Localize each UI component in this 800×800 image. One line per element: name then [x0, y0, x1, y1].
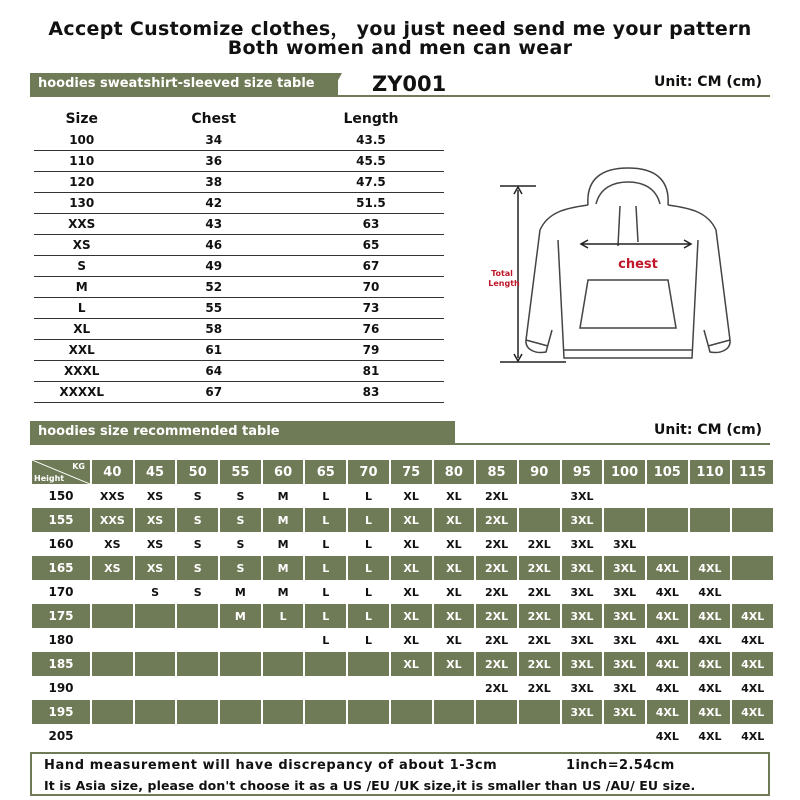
inch-conversion-note: 1inch=2.54cm — [566, 758, 675, 773]
size-cell — [434, 724, 475, 748]
size-cell: 4XL — [698, 633, 722, 647]
size-cell — [92, 580, 133, 604]
size-cell: S — [151, 585, 159, 599]
size-cell: M — [263, 508, 304, 532]
size-cell: L — [322, 489, 330, 503]
table-cell: 79 — [298, 340, 444, 361]
table-row — [32, 676, 773, 700]
corner-height-label: Height — [34, 474, 65, 483]
column-header: Length — [343, 111, 399, 127]
size-cell: 2XL — [476, 652, 517, 676]
table-cell: 43 — [129, 214, 297, 235]
height-label: 190 — [48, 681, 74, 695]
size-cell: L — [322, 585, 330, 599]
table-cell: 58 — [129, 319, 297, 340]
size-cell — [177, 652, 218, 676]
size-cell: XL — [403, 585, 419, 599]
size-cell: S — [220, 556, 261, 580]
size-cell: L — [305, 556, 346, 580]
table-cell: L — [34, 298, 129, 319]
weight-header: 70 — [348, 460, 389, 484]
weight-header: 115 — [732, 460, 773, 484]
table-row — [32, 700, 773, 724]
size-cell: XL — [446, 585, 462, 599]
hoodie-outline — [500, 168, 730, 362]
size-cell: 3XL — [604, 652, 645, 676]
size-cell: XL — [391, 556, 432, 580]
table-row — [34, 319, 444, 340]
size-cell: XS — [146, 537, 164, 551]
table-row — [34, 340, 444, 361]
size-cell: 4XL — [690, 604, 731, 628]
measurement-note: Hand measurement will have discrepancy of about 1-3cm — [44, 758, 498, 773]
size-cell: 4XL — [732, 700, 773, 724]
weight-header: 65 — [305, 460, 346, 484]
size-cell: 2XL — [476, 508, 517, 532]
table-row — [32, 508, 773, 532]
table-row — [34, 382, 444, 403]
size-cell — [92, 676, 133, 700]
size-cell — [604, 724, 645, 748]
size-cell — [519, 484, 560, 508]
size-cell: XL — [434, 508, 475, 532]
size-cell — [263, 700, 304, 724]
size-cell — [263, 652, 304, 676]
size-cell: 4XL — [732, 604, 773, 628]
table-row — [34, 193, 444, 214]
table-cell: 67 — [129, 382, 297, 403]
headline-unisex: Both women and men can wear — [227, 37, 573, 59]
size-cell: M — [234, 585, 246, 599]
grid-corner — [32, 460, 90, 484]
table-cell: XXS — [34, 214, 129, 235]
size-cell: 3XL — [613, 681, 637, 695]
size-cell — [177, 724, 218, 748]
total-length-label-1: Total — [491, 269, 513, 278]
size-cell: 4XL — [741, 681, 765, 695]
size-cell — [135, 628, 176, 652]
size-cell: L — [348, 604, 389, 628]
chest-label: chest — [618, 257, 658, 272]
height-label: 195 — [32, 700, 90, 724]
table-row — [32, 532, 773, 556]
table-cell: 49 — [129, 256, 297, 277]
height-label: 150 — [48, 489, 74, 503]
size-cell — [348, 676, 389, 700]
size-cell: XL — [391, 508, 432, 532]
size-cell — [476, 724, 517, 748]
column-header: Chest — [191, 111, 237, 127]
size-cell — [348, 724, 389, 748]
table-row — [32, 604, 773, 628]
size-recommendation-grid — [30, 460, 775, 748]
size-cell: M — [277, 585, 289, 599]
size-cell: 3XL — [604, 556, 645, 580]
table-row — [34, 298, 444, 319]
table-cell: 83 — [298, 382, 444, 403]
height-label: 175 — [32, 604, 90, 628]
size-cell: S — [177, 508, 218, 532]
size-cell: 2XL — [527, 681, 551, 695]
height-label: 170 — [48, 585, 74, 599]
size-cell — [391, 724, 432, 748]
size-cell: 2XL — [519, 652, 560, 676]
size-cell — [135, 700, 176, 724]
weight-header: 105 — [647, 460, 688, 484]
size-cell: 4XL — [647, 700, 688, 724]
size-cell: 2XL — [527, 537, 551, 551]
height-label: 185 — [32, 652, 90, 676]
table-cell: 52 — [129, 277, 297, 298]
size-cell — [135, 724, 176, 748]
size-cell: XS — [135, 508, 176, 532]
headline-customize: Accept Customize clothes， you just need send me your pattern — [48, 18, 752, 40]
size-cell — [519, 724, 560, 748]
size-cell: 2XL — [484, 537, 509, 551]
size-cell — [732, 508, 773, 532]
size-cell: L — [348, 556, 389, 580]
table-cell: 63 — [298, 214, 444, 235]
size-cell — [92, 628, 133, 652]
size-cell: XL — [446, 537, 462, 551]
table-cell: 67 — [298, 256, 444, 277]
size-cell — [263, 676, 304, 700]
size-cell — [732, 532, 773, 556]
size-cell — [732, 580, 773, 604]
weight-header: 110 — [690, 460, 731, 484]
table-cell: 45.5 — [298, 151, 444, 172]
weight-header: 40 — [92, 460, 133, 484]
size-cell: 3XL — [613, 633, 637, 647]
size-cell — [434, 676, 475, 700]
height-label: 165 — [32, 556, 90, 580]
table-row — [34, 172, 444, 193]
size-cell: 2XL — [519, 604, 560, 628]
size-cell: 4XL — [655, 681, 679, 695]
table-cell: 55 — [129, 298, 297, 319]
size-cell — [305, 676, 346, 700]
height-label: 160 — [48, 537, 74, 551]
size-cell: L — [305, 508, 346, 532]
height-label: 155 — [32, 508, 90, 532]
height-label: 180 — [48, 633, 74, 647]
size-cell — [690, 508, 731, 532]
size-cell: XXS — [99, 489, 125, 503]
column-header: Size — [65, 111, 98, 127]
size-cell: XL — [391, 604, 432, 628]
size-cell: XL — [403, 489, 419, 503]
table-cell: XS — [34, 235, 129, 256]
size-table-banner: hoodies sweatshirt-sleeved size table — [30, 73, 338, 95]
table-cell: 120 — [34, 172, 129, 193]
size-cell: 3XL — [570, 537, 594, 551]
table-row — [32, 556, 773, 580]
size-cell: 3XL — [562, 556, 603, 580]
table-row — [32, 628, 773, 652]
size-cell — [177, 676, 218, 700]
size-cell — [519, 700, 560, 724]
size-cell — [220, 700, 261, 724]
size-cell: 2XL — [484, 585, 509, 599]
size-cell: L — [348, 508, 389, 532]
weight-header: 60 — [263, 460, 304, 484]
table-row — [34, 277, 444, 298]
table-cell: 46 — [129, 235, 297, 256]
size-cell — [220, 724, 261, 748]
size-cell: L — [322, 633, 330, 647]
size-cell: L — [322, 537, 330, 551]
banner-notch — [330, 73, 342, 95]
size-cell: XL — [434, 556, 475, 580]
weight-header: 55 — [220, 460, 261, 484]
size-cell — [135, 604, 176, 628]
table-cell: 100 — [34, 130, 129, 151]
size-cell — [135, 676, 176, 700]
size-cell: 2XL — [476, 604, 517, 628]
size-cell — [647, 484, 688, 508]
weight-header: 45 — [135, 460, 176, 484]
table-cell: S — [34, 256, 129, 277]
size-cell: XS — [146, 489, 164, 503]
size-cell: L — [364, 489, 372, 503]
size-cell — [647, 508, 688, 532]
size-cell: XS — [135, 556, 176, 580]
size-cell: L — [364, 585, 372, 599]
size-cell: 3XL — [613, 537, 637, 551]
size-cell: 4XL — [732, 652, 773, 676]
size-cell: 4XL — [647, 652, 688, 676]
size-cell: 3XL — [604, 700, 645, 724]
table-cell: XXXL — [34, 361, 129, 382]
size-cell — [434, 700, 475, 724]
size-cell: 4XL — [690, 652, 731, 676]
table-cell: 36 — [129, 151, 297, 172]
size-cell: S — [236, 537, 245, 551]
unit-label: Unit: CM (cm) — [654, 422, 763, 438]
table-row — [34, 130, 444, 151]
size-cell: S — [177, 556, 218, 580]
size-cell — [220, 676, 261, 700]
size-cell — [177, 700, 218, 724]
size-cell: 3XL — [613, 585, 637, 599]
hoodie-diagram — [478, 160, 768, 385]
size-cell — [519, 508, 560, 532]
size-cell: 4XL — [655, 585, 679, 599]
size-cell — [690, 532, 731, 556]
size-cell — [348, 652, 389, 676]
table-row — [32, 580, 773, 604]
recommended-table-banner: hoodies size recommended table — [30, 421, 455, 443]
table-cell: 130 — [34, 193, 129, 214]
size-cell — [135, 652, 176, 676]
divider-line — [30, 443, 770, 445]
corner-kg-label: KG — [72, 462, 85, 471]
size-cell: 2XL — [519, 556, 560, 580]
size-cell: S — [193, 585, 202, 599]
size-cell: S — [193, 489, 202, 503]
table-cell: 43.5 — [298, 130, 444, 151]
table-cell: 34 — [129, 130, 297, 151]
size-cell: 4XL — [655, 729, 679, 743]
size-cell — [92, 700, 133, 724]
size-cell — [305, 652, 346, 676]
weight-header: 100 — [604, 460, 645, 484]
table-row — [34, 235, 444, 256]
size-cell: L — [364, 633, 372, 647]
table-cell: 64 — [129, 361, 297, 382]
size-cell: 3XL — [604, 604, 645, 628]
size-cell — [220, 652, 261, 676]
size-cell: S — [193, 537, 202, 551]
table-row — [32, 484, 773, 508]
size-cell — [92, 724, 133, 748]
size-cell: 4XL — [655, 633, 679, 647]
size-cell — [732, 556, 773, 580]
size-cell: 3XL — [562, 508, 603, 532]
table-cell: 51.5 — [298, 193, 444, 214]
size-cell: M — [220, 604, 261, 628]
size-cell — [732, 484, 773, 508]
table-cell: 47.5 — [298, 172, 444, 193]
table-row — [34, 256, 444, 277]
size-cell: XL — [403, 633, 419, 647]
height-label: 205 — [48, 729, 74, 743]
table-row — [34, 361, 444, 382]
size-cell: 4XL — [690, 700, 731, 724]
weight-header: 75 — [391, 460, 432, 484]
product-code: ZY001 — [372, 72, 447, 96]
size-cell — [391, 700, 432, 724]
table-cell: 76 — [298, 319, 444, 340]
size-cell — [177, 628, 218, 652]
size-cell: 4XL — [690, 556, 731, 580]
size-cell: 4XL — [741, 633, 765, 647]
table-cell: 65 — [298, 235, 444, 256]
size-cell: M — [263, 556, 304, 580]
table-cell: 110 — [34, 151, 129, 172]
size-cell — [92, 652, 133, 676]
size-cell: 3XL — [562, 652, 603, 676]
total-length-label-2: Length — [488, 279, 520, 288]
size-cell — [647, 532, 688, 556]
weight-header: 50 — [177, 460, 218, 484]
size-cell: 3XL — [562, 604, 603, 628]
table-cell: M — [34, 277, 129, 298]
size-cell — [562, 724, 603, 748]
size-cell: 2XL — [484, 633, 509, 647]
size-cell: 3XL — [570, 681, 594, 695]
size-cell: 3XL — [570, 585, 594, 599]
size-cell: S — [236, 489, 245, 503]
weight-header: 95 — [562, 460, 603, 484]
size-cell: 4XL — [647, 556, 688, 580]
size-cell: XL — [446, 489, 462, 503]
size-cell: L — [263, 604, 304, 628]
size-cell: 4XL — [741, 729, 765, 743]
size-cell: 2XL — [484, 681, 509, 695]
table-cell: 73 — [298, 298, 444, 319]
size-cell — [177, 604, 218, 628]
size-cell: 2XL — [484, 489, 509, 503]
size-cell — [348, 700, 389, 724]
size-cell: M — [277, 489, 289, 503]
size-cell: 2XL — [527, 585, 551, 599]
size-cell — [604, 508, 645, 532]
size-cell: XL — [446, 633, 462, 647]
weight-header: 80 — [434, 460, 475, 484]
size-cell: 3XL — [570, 489, 594, 503]
size-cell — [263, 724, 304, 748]
size-cell: 4XL — [698, 681, 722, 695]
size-cell — [690, 484, 731, 508]
size-cell: L — [364, 537, 372, 551]
size-cell — [92, 604, 133, 628]
table-row — [34, 151, 444, 172]
size-cell — [391, 676, 432, 700]
size-cell: M — [277, 537, 289, 551]
size-cell — [604, 484, 645, 508]
size-cell — [220, 628, 261, 652]
size-cell: S — [220, 508, 261, 532]
size-cell: 4XL — [698, 729, 722, 743]
size-cell: XL — [434, 604, 475, 628]
size-cell: XL — [434, 652, 475, 676]
size-cell: XS — [104, 537, 121, 551]
table-cell: 61 — [129, 340, 297, 361]
table-cell: 38 — [129, 172, 297, 193]
table-cell: XXL — [34, 340, 129, 361]
size-cell: 4XL — [698, 585, 722, 599]
weight-header: 85 — [476, 460, 517, 484]
size-cell: 3XL — [562, 700, 603, 724]
size-cell: 2XL — [527, 633, 551, 647]
size-measurement-table — [34, 108, 444, 403]
table-cell: 81 — [298, 361, 444, 382]
size-cell: XL — [391, 652, 432, 676]
size-cell: L — [305, 604, 346, 628]
size-cell: 3XL — [570, 633, 594, 647]
size-cell: XL — [403, 537, 419, 551]
size-cell: XS — [92, 556, 133, 580]
size-cell: 2XL — [476, 556, 517, 580]
table-row — [32, 652, 773, 676]
table-cell: 42 — [129, 193, 297, 214]
table-row — [34, 214, 444, 235]
size-cell — [476, 700, 517, 724]
table-cell: XL — [34, 319, 129, 340]
size-cell — [305, 700, 346, 724]
table-cell: 70 — [298, 277, 444, 298]
size-cell — [263, 628, 304, 652]
weight-header: 90 — [519, 460, 560, 484]
asia-size-note: It is Asia size, please don't choose it as a US /EU /UK size,it is smaller than US /AU/ EU size. — [44, 778, 696, 793]
table-row — [32, 724, 773, 748]
size-cell: XXS — [92, 508, 133, 532]
table-cell: XXXXL — [34, 382, 129, 403]
unit-label: Unit: CM (cm) — [654, 74, 763, 90]
size-cell: 4XL — [647, 604, 688, 628]
size-cell — [305, 724, 346, 748]
